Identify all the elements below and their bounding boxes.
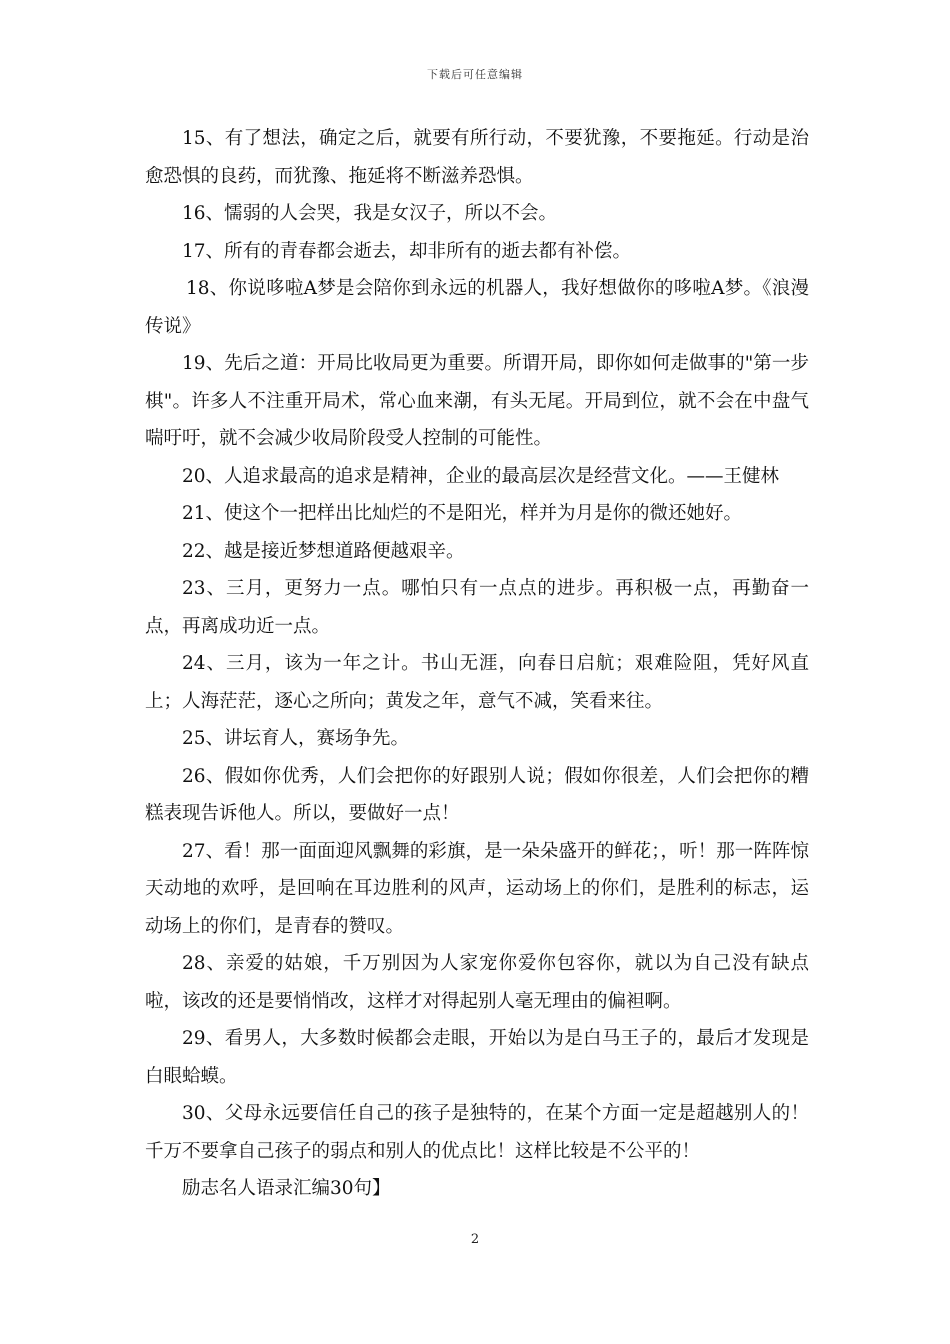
- paragraph-28: 28、亲爱的姑娘，千万别因为人家宠你爱你包容你，就以为自己没有缺点啦，该改的还是要悄悄改，这样才对得起别人毫无理由的偏袒啊。: [145, 953, 809, 1012]
- paragraph-26: 26、假如你优秀，人们会把你的好跟别人说；假如你很差，人们会把你的糟糕表现告诉他人。所以，要做好一点！: [145, 765, 809, 824]
- paragraph-18: 18、你说哆啦A梦是会陪你到永远的机器人，我好想做你的哆啦A梦。《浪漫传说》: [145, 278, 809, 337]
- paragraph-24: 24、三月，该为一年之计。书山无涯，向春日启航；艰难险阻，凭好风直上；人海茫茫，逐心之所向；黄发之年，意气不减，笑看来往。: [145, 653, 809, 712]
- paragraph-30: 30、父母永远要信任自己的孩子是独特的，在某个方面一定是超越别人的！千万不要拿自己孩子的弱点和别人的优点比！这样比较是不公平的！: [145, 1103, 809, 1162]
- paragraph-22: 22、越是接近梦想道路便越艰辛。: [182, 540, 465, 562]
- paragraph-29: 29、看男人，大多数时候都会走眼，开始以为是白马王子的，最后才发现是白眼蛤蟆。: [145, 1028, 809, 1087]
- paragraph-20: 20、人追求最高的追求是精神，企业的最高层次是经营文化。——王健林: [182, 465, 780, 487]
- paragraph-16: 16、懦弱的人会哭，我是女汉子，所以不会。: [182, 203, 558, 224]
- section-closing-line: 励志名人语录汇编30句】: [182, 1178, 391, 1199]
- document-body: [145, 120, 809, 1208]
- paragraph-21: 21、使这个一把样出比灿烂的不是阳光，样并为月是你的微还她好。: [182, 503, 743, 524]
- paragraph-23: 23、三月，更努力一点。哪怕只有一点点的进步。再积极一点，再勤奋一点，再离成功近一点。: [145, 578, 809, 637]
- paragraph-27: 27、看！那一面面迎风飘舞的彩旗，是一朵朵盛开的鲜花；，听！那一阵阵惊天动地的欢呼，是回响在耳边胜利的风声，运动场上的你们，是胜利的标志，运动场上的你们，是青春的赞叹。: [145, 840, 809, 937]
- paragraph-17: 17、所有的青春都会逝去，却非所有的逝去都有补偿。: [182, 240, 632, 262]
- page-number: 2: [470, 1232, 480, 1247]
- paragraph-19: 19、先后之道：开局比收局更为重要。所谓开局，即你如何走做事的"第一步棋"。许多人不注重开局术，常心血来潮，有头无尾。开局到位，就不会在中盘气喘吁吁，就不会减少收局阶段受人控制的可能性。: [145, 353, 809, 449]
- paragraph-25: 25、讲坛育人，赛场争先。: [182, 728, 410, 749]
- page-header: 下载后可任意编辑: [427, 68, 523, 81]
- paragraph-15: 15、有了想法，确定之后，就要有所行动，不要犹豫，不要拖延。行动是治愈恐惧的良药，而犹豫、拖延将不断滋养恐惧。: [145, 128, 809, 187]
